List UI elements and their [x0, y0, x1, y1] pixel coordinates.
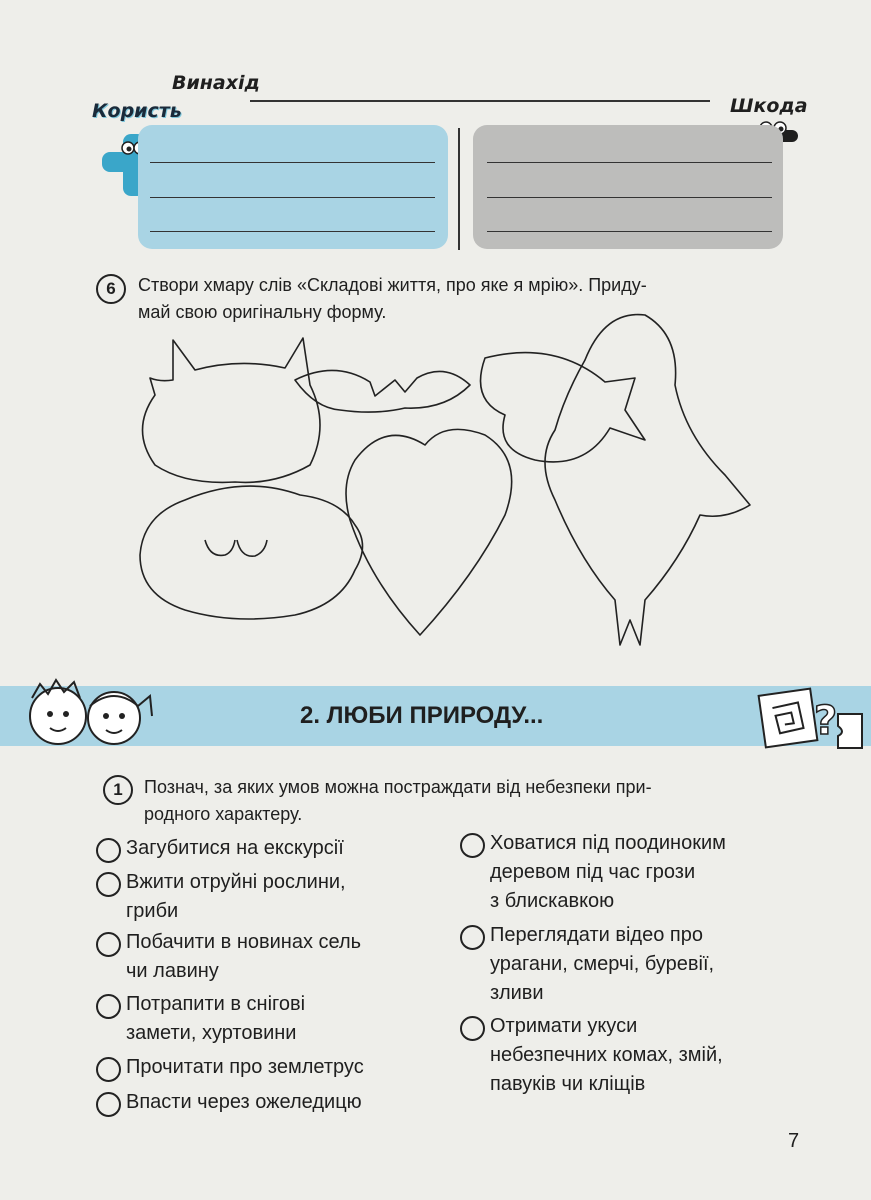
- svg-text:?: ?: [814, 698, 838, 744]
- cat-outline: [143, 338, 321, 482]
- option-hide-under-tree[interactable]: Ховатися під поодиноким деревом під час грози з блискавкою: [460, 829, 726, 916]
- puzzle-question-icon: [756, 684, 866, 756]
- checkbox[interactable]: [96, 994, 121, 1019]
- checkbox[interactable]: [96, 932, 121, 957]
- option-watch-hurricane-video[interactable]: Переглядати відео про урагани, смерчі, буревії, зливи: [460, 921, 714, 1008]
- task-1-number: 1: [103, 775, 133, 805]
- heart-outline: [346, 429, 512, 635]
- invention-label: Винахід: [172, 72, 260, 94]
- task-6-number: 6: [96, 274, 126, 304]
- harm-label: Шкода: [730, 95, 808, 117]
- benefit-write-line[interactable]: [150, 197, 435, 198]
- harm-panel: [473, 125, 783, 249]
- page-number: 7: [788, 1130, 800, 1152]
- word-cloud-shapes[interactable]: [125, 300, 785, 660]
- benefit-panel: [138, 125, 448, 249]
- option-insect-bites[interactable]: Отримати укуси небезпечних комах, змій, павуків чи кліщів: [460, 1012, 723, 1099]
- option-mudflow-news[interactable]: Побачити в новинах сель чи лавину: [96, 928, 361, 986]
- checkbox[interactable]: [96, 838, 121, 863]
- section-title: 2. ЛЮБИ ПРИРОДУ...: [300, 702, 544, 729]
- checkbox[interactable]: [96, 1057, 121, 1082]
- harm-write-line[interactable]: [487, 162, 772, 163]
- harm-write-line[interactable]: [487, 197, 772, 198]
- benefit-label: Користь: [92, 100, 182, 122]
- checkbox[interactable]: [460, 833, 485, 858]
- option-read-earthquake[interactable]: Прочитати про землетрус: [96, 1053, 364, 1082]
- invention-write-line[interactable]: [250, 100, 710, 102]
- option-snowdrifts[interactable]: Потрапити в снігові замети, хуртовини: [96, 990, 305, 1048]
- task-1-line-2: родного характеру.: [144, 804, 303, 824]
- task-6-line-2: май свою оригінальну форму.: [138, 302, 387, 322]
- option-poisonous-plants[interactable]: Вжити отруйні рослини, гриби: [96, 868, 346, 926]
- task-1-line-1: Познач, за яких умов можна постраждати від небезпеки при-: [144, 777, 652, 797]
- task-1-text: [144, 774, 814, 828]
- bear-outline: [140, 486, 363, 619]
- checkbox[interactable]: [460, 1016, 485, 1041]
- checkbox[interactable]: [96, 1092, 121, 1117]
- task-6-line-1: Створи хмару слів «Складові життя, про яке я мрію». Приду-: [138, 275, 647, 295]
- harm-write-line[interactable]: [487, 231, 772, 232]
- checkbox[interactable]: [460, 925, 485, 950]
- benefit-write-line[interactable]: [150, 231, 435, 232]
- table-divider: [458, 128, 460, 250]
- option-fall-ice[interactable]: Впасти через ожеледицю: [96, 1088, 362, 1117]
- benefit-write-line[interactable]: [150, 162, 435, 163]
- option-lost-on-excursion[interactable]: Загубитися на екскурсії: [96, 834, 344, 863]
- bat-outline: [295, 370, 470, 412]
- checkbox[interactable]: [96, 872, 121, 897]
- kids-illustration-icon: [10, 676, 160, 756]
- paws-outline: [205, 540, 267, 556]
